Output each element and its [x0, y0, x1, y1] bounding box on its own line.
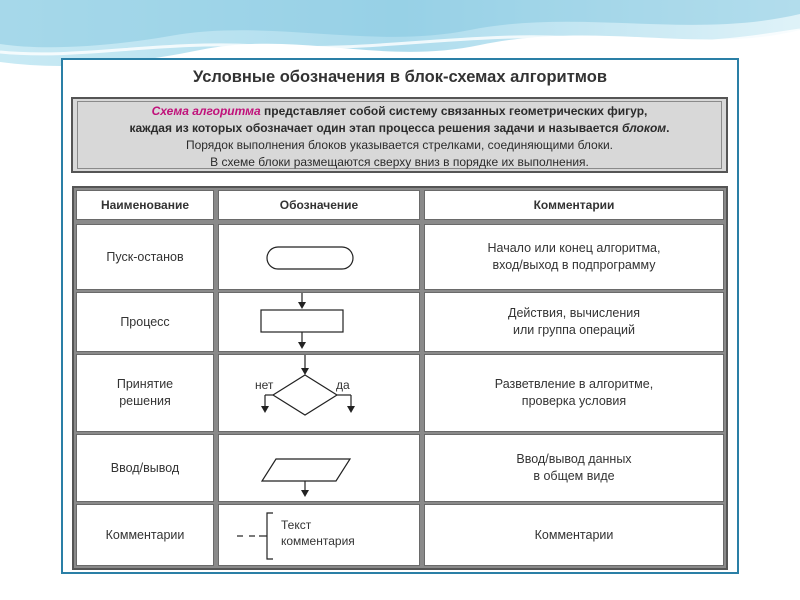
- row-decision-comment: Разветвление в алгоритме, проверка условия: [424, 354, 724, 432]
- comment-bracket-icon: [219, 505, 421, 567]
- row-io-name: Ввод/вывод: [76, 434, 214, 502]
- header-symbol: Обозначение: [218, 190, 420, 220]
- row-terminator-symbol: [218, 224, 420, 290]
- row-process-comment: Действия, вычисления или группа операций: [424, 292, 724, 352]
- row-terminator-comment: Начало или конец алгоритма, вход/выход в подпрограмму: [424, 224, 724, 290]
- flowchart-symbols-table: [72, 186, 728, 570]
- decision-label-no: нет: [255, 378, 274, 392]
- header-name: Наименование: [76, 190, 214, 220]
- row-comment-name: Комментарии: [76, 504, 214, 566]
- row-process-symbol: [218, 292, 420, 352]
- page-title: Условные обозначения в блок-схемах алгоритмов: [193, 68, 607, 86]
- comment-symbol-text-1: Текст: [281, 518, 312, 532]
- row-decision-name: Принятие решения: [76, 354, 214, 432]
- header-comment: Комментарии: [424, 190, 724, 220]
- row-terminator-name: Пуск-останов: [76, 224, 214, 290]
- definition-line-3: Порядок выполнения блоков указывается стрелками, соединяющими блоки.: [185, 138, 614, 152]
- definition-line-4: В схеме блоки размещаются сверху вниз в порядке их выполнения.: [210, 155, 589, 169]
- definition-line-1: Схема алгоритма представляет собой систему связанных геометрических фигур,: [151, 104, 648, 118]
- row-comment-symbol: [218, 504, 420, 566]
- content-frame: [61, 58, 739, 574]
- definition-line-2: каждая из которых обозначает один этап процесса решения задачи и называется блоком.: [129, 121, 670, 135]
- term-algorithm-scheme: Схема алгоритма: [151, 104, 261, 118]
- process-shape-icon: [219, 293, 421, 353]
- row-process-name: Процесс: [76, 292, 214, 352]
- row-decision-symbol: [218, 354, 420, 432]
- row-comment-comment: Комментарии: [424, 504, 724, 566]
- io-parallelogram-icon: [219, 435, 421, 503]
- decision-shape-icon: [219, 355, 421, 433]
- decision-label-yes: да: [336, 378, 350, 392]
- term-block: блоком: [621, 121, 667, 135]
- comment-symbol-text-2: комментария: [281, 534, 355, 548]
- definition-box: [71, 97, 728, 173]
- row-io-comment: Ввод/вывод данных в общем виде: [424, 434, 724, 502]
- terminator-shape-icon: [219, 225, 421, 291]
- row-io-symbol: [218, 434, 420, 502]
